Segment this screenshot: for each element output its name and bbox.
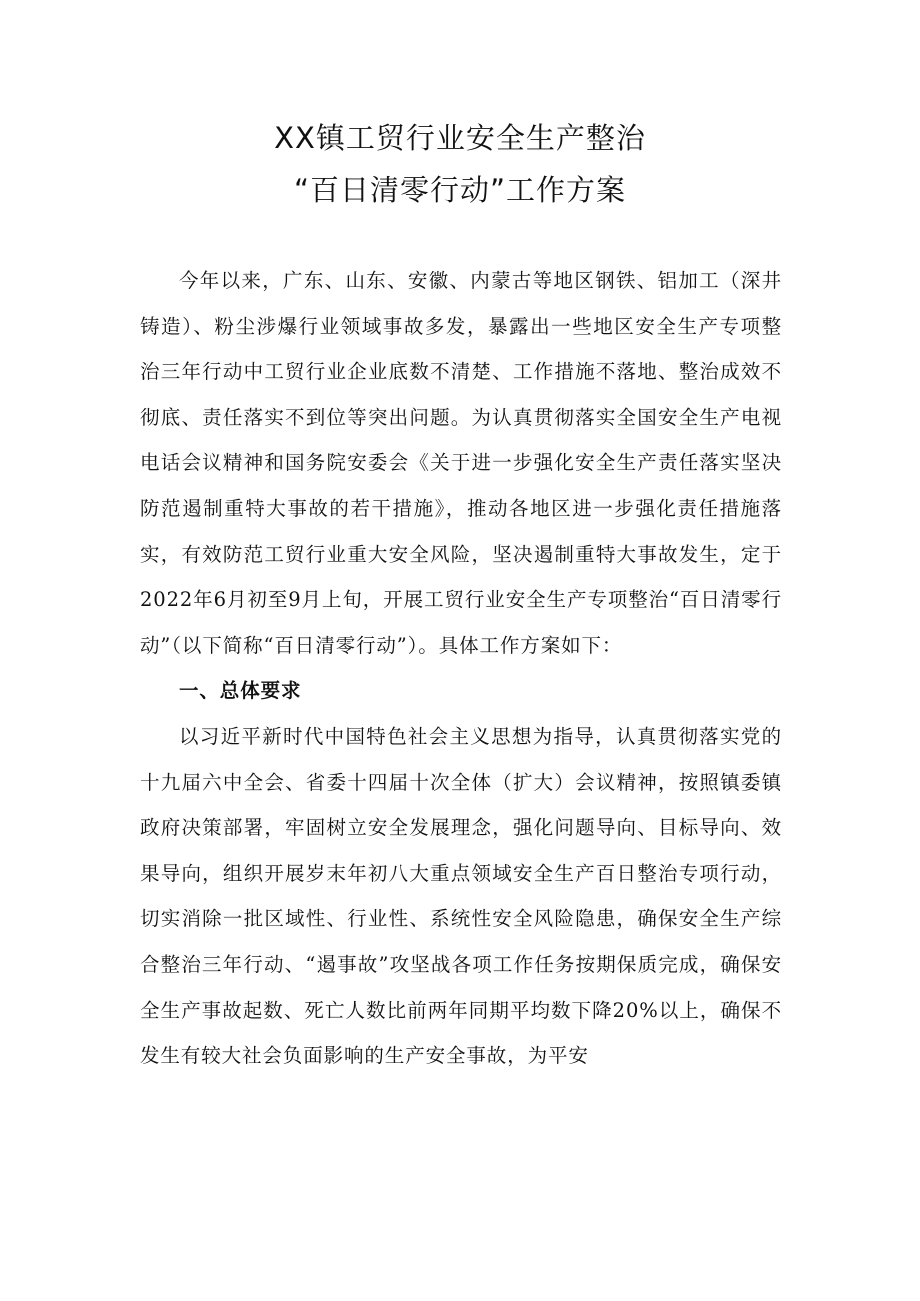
section-1-heading: 一、总体要求: [179, 679, 302, 703]
document-body: [140, 258, 782, 1079]
section-1-paragraph: 以习近平新时代中国特色社会主义思想为指导，认真贯彻落实党的十九届六中全会、省委十四届十次全体（扩大）会议精神，按照镇委镇政府决策部署，牢固树立安全发展理念，强化问题导向、目标导向、效果导向，组织开展岁末年初八大重点领域安全生产百日整治专项行动，切实消除一批区域性、行业性、系统性安全风险隐患，确保安全生产综合整治三年行动、“遏事故”攻坚战各项工作任务按期保质完成，确保安全生产事故起数、死亡人数比前两年同期平均数下降20%以上，确保不发生有较大社会负面影响的生产安全事故，为平安: [140, 724, 782, 1068]
intro-paragraph: 今年以来，广东、山东、安徽、内蒙古等地区钢铁、铝加工（深井铸造）、粉尘涉爆行业领域事故多发，暴露出一些地区安全生产专项整治三年行动中工贸行业企业底数不清楚、工作措施不落地、整治成效不彻底、责任落实不到位等突出问题。为认真贯彻落实全国安全生产电视电话会议精神和国务院安委会《关于进一步强化安全生产责任落实坚决防范遏制重特大事故的若干措施》，推动各地区进一步强化责任措施落实，有效防范工贸行业重大安全风险，坚决遏制重特大事故发生，定于2022年6月初至9月上旬，开展工贸行业安全生产专项整治“百日清零行动”（以下简称“百日清零行动”）。具体工作方案如下：: [140, 269, 782, 657]
title-line-2: “百日清零行动”工作方案: [293, 173, 627, 207]
document-title: [0, 112, 920, 216]
title-line-1: XX镇工贸行业安全生产整治: [274, 121, 646, 155]
